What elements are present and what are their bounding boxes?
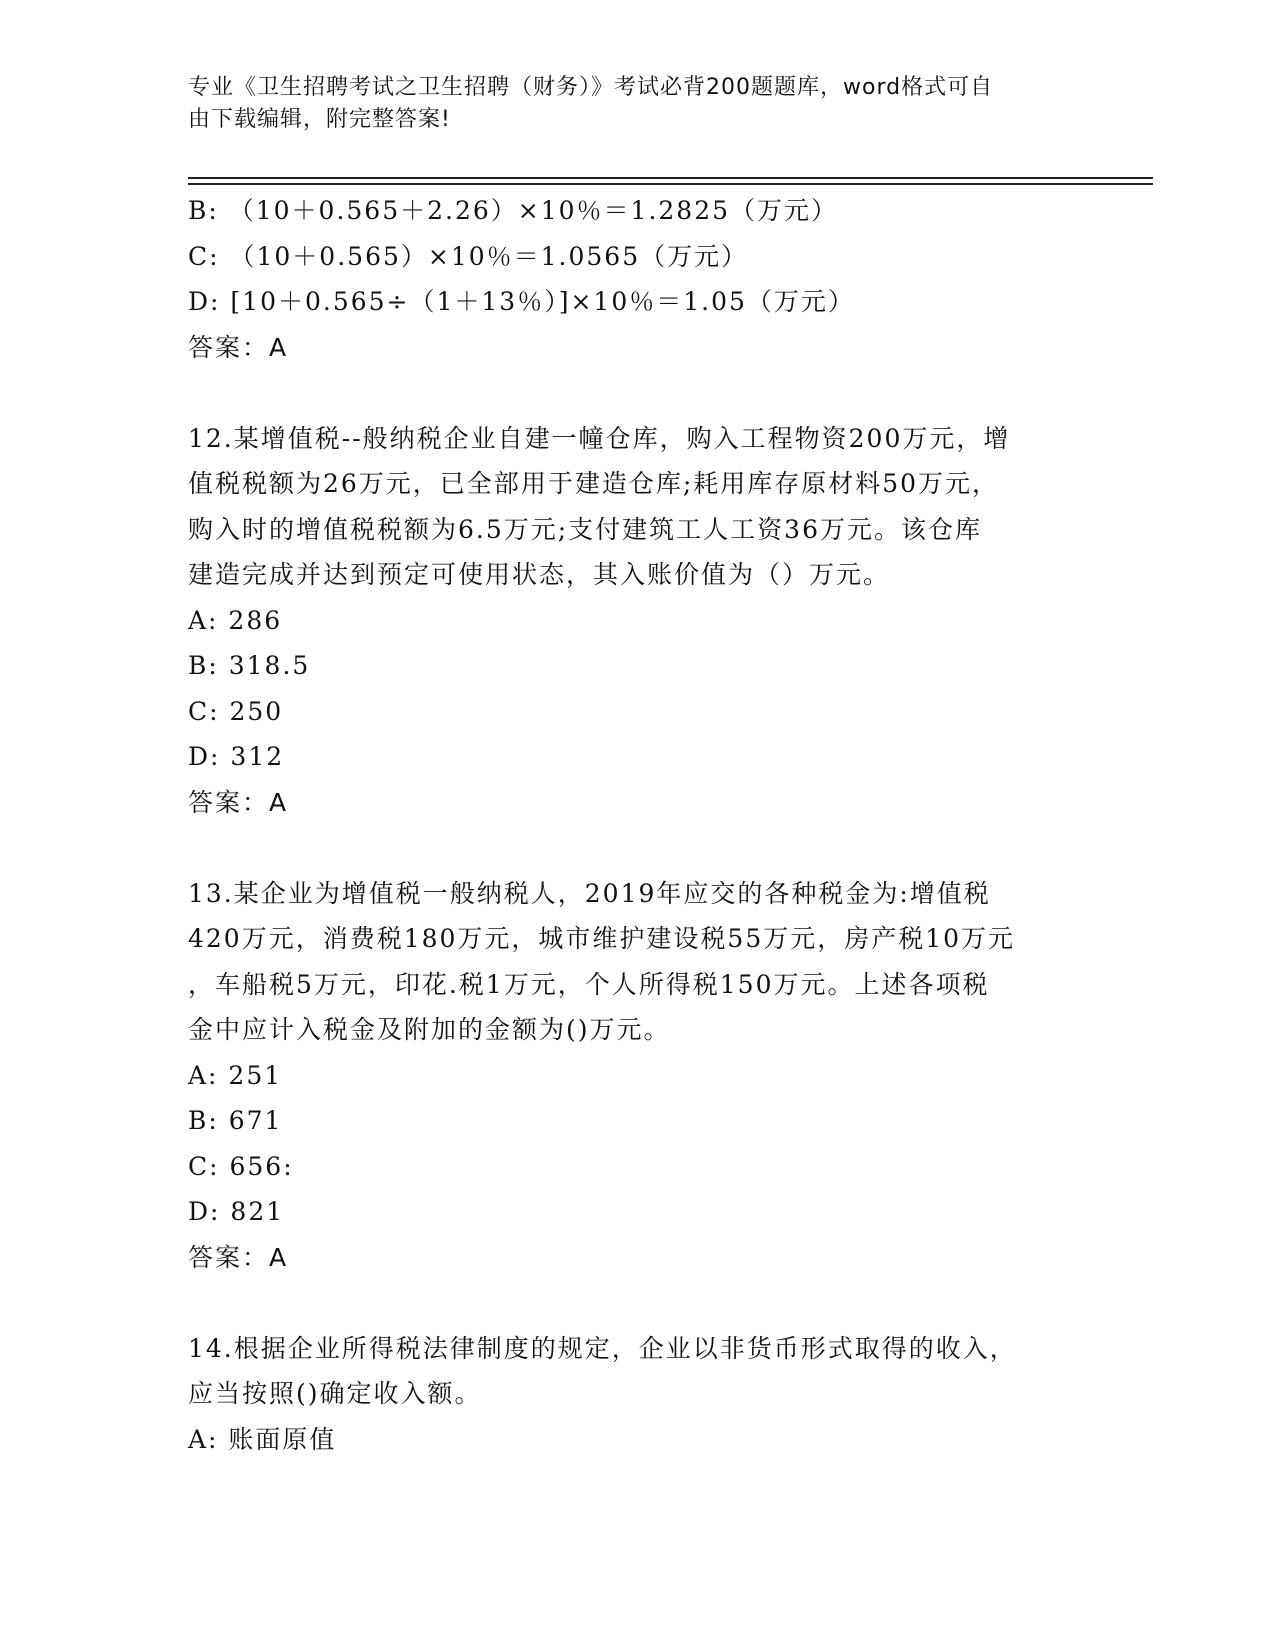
question-stem-line: 金中应计入税金及附加的金额为()万元。	[188, 1015, 671, 1044]
option-a: A: 账面原值	[188, 1424, 337, 1454]
answer: 答案：A	[188, 1242, 289, 1272]
option-a: A: 286	[188, 605, 283, 635]
question-stem-line: 12.某增值税--般纳税企业自建一幢仓库，购入工程物资200万元，增	[188, 423, 1011, 453]
option-a: A: 251	[188, 1060, 283, 1090]
document-body	[188, 188, 1088, 1462]
header-line-2: 由下载编辑，附完整答案!	[188, 107, 451, 132]
question-stem-line: 购入时的增值税税额为6.5万元;支付建筑工人工资36万元。该仓库	[188, 514, 982, 544]
question-14	[188, 1326, 1088, 1463]
document-header	[188, 72, 1088, 136]
option-c: C: 250	[188, 696, 284, 726]
answer: 答案：A	[188, 332, 289, 362]
option-d: D: 312	[188, 742, 285, 771]
spacer	[188, 1280, 1088, 1326]
question-stem-line: ，车船税5万元，印花.税1万元，个人所得税150万元。上述各项税	[188, 969, 990, 999]
question-stem-line: 420万元，消费税180万元，城市维护建设税55万元，房产税10万元	[188, 924, 1016, 953]
question-13	[188, 871, 1088, 1281]
header-line-1: 专业《卫生招聘考试之卫生招聘（财务）》考试必背200题题库，word格式可自	[188, 75, 994, 100]
question-stem-line: 建造完成并达到预定可使用状态，其入账价值为（）万元。	[188, 560, 891, 589]
option-d: D: [10＋0.565÷（1＋13％）]×10％＝1.05（万元）	[188, 287, 855, 316]
option-b: B: 671	[188, 1106, 283, 1135]
question-stem-line: 应当按照()确定收入额。	[188, 1379, 482, 1408]
question-stem-line: 值税税额为26万元，已全部用于建造仓库;耗用库存原材料50万元，	[188, 469, 1000, 498]
option-b: B: 318.5	[188, 651, 311, 680]
question-stem-line: 13.某企业为增值税一般纳税人，2019年应交的各种税金为:增值税	[188, 878, 991, 908]
option-c: C: 656:	[188, 1151, 294, 1181]
question-11-tail	[188, 188, 1088, 370]
spacer	[188, 825, 1088, 871]
question-stem-line: 14.根据企业所得税法律制度的规定，企业以非货币形式取得的收入，	[188, 1333, 1017, 1363]
question-12	[188, 416, 1088, 826]
answer: 答案：A	[188, 787, 289, 817]
header-divider-top	[188, 177, 1153, 179]
option-d: D: 821	[188, 1197, 285, 1226]
header-divider-bottom	[188, 183, 1153, 185]
option-c: C: （10＋0.565）×10％＝1.0565（万元）	[188, 241, 749, 271]
spacer	[188, 370, 1088, 416]
option-b: B: （10＋0.565＋2.26）×10％＝1.2825（万元）	[188, 196, 839, 225]
